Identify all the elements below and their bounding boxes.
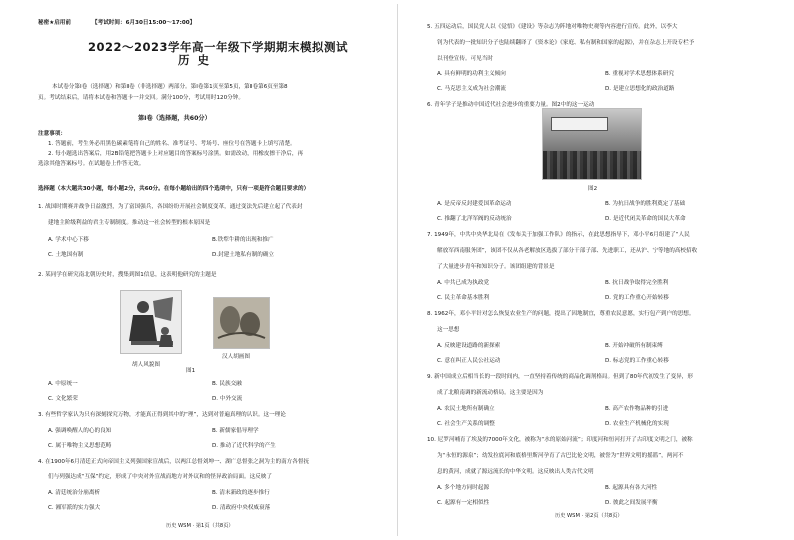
question-stem: 息的黄河，成就了源远流长的中华文明。这反映出人类古代文明 bbox=[437, 469, 594, 475]
figure1-right-caption: 汉人胡画图 bbox=[222, 354, 250, 360]
question-stem: 7. 1949年，中共中央华北局在《发布关于加强工作队》的指示，在此思想指导下，邓小平6月组建了“人民 bbox=[427, 232, 690, 238]
option: D. 清政府中央权威衰落 bbox=[212, 505, 271, 511]
option: A. 中原统一 bbox=[48, 381, 78, 387]
option: C. 起源有一定相似性 bbox=[437, 500, 490, 506]
exam-time: 【考试时间：6月30日15:00～17:00】 bbox=[92, 20, 196, 26]
option: B. 重视对学术思想体系研究 bbox=[605, 71, 674, 77]
question-stem: 2. 某同学在研究南北朝历史时，搜集到图1信息，这表明他研究的主题是 bbox=[38, 272, 217, 278]
question-stem: 9. 新中国成立后相当长的一段时间内，一直坚持着传统的商品化调剂格局。但到了80年代初发生了变异，形 bbox=[427, 374, 693, 380]
option: B. 抗日战争取得完全胜利 bbox=[605, 280, 669, 286]
question-stem: 10. 尼罗河哺育了埃及的7000年文化，被称为“水的原始河流”；印度河和恒河打开了古印度文明之门，被称 bbox=[427, 437, 693, 443]
option: C. 民主革命基本胜利 bbox=[437, 295, 490, 301]
option: C. 社会生产关系的调整 bbox=[437, 421, 495, 427]
exam-subject: 历史 bbox=[178, 53, 217, 67]
option: C. 意在纠正人民公社运动 bbox=[437, 358, 501, 364]
page-footer: 历史 WSM · 第1页（共8页） bbox=[166, 523, 234, 529]
figure1-label: 图1 bbox=[186, 368, 196, 374]
crowd-silhouette bbox=[543, 151, 641, 179]
option: A. 农民土地所有制确立 bbox=[437, 406, 495, 412]
option: A. 清廷统治分崩离析 bbox=[48, 490, 101, 496]
notice-item: 1. 答题前，考生务必用黑色碳素笔将自己的姓名、准考证号、考场号、座位号在答题卡上填写清楚。 bbox=[48, 141, 296, 147]
question-stem: 了大量进步青年和知识分子。该团组建的背景是 bbox=[437, 264, 555, 270]
question-stem: 6. 青年学子是推动中国近代社会进步的重要力量。图2中的这一运动 bbox=[427, 102, 595, 108]
notice-item: 2. 每小题选出答案后，用2B铅笔把答题卡上对应题目的答案标号涂黑。如需改动，用橡皮擦干净后，再 bbox=[48, 151, 304, 157]
option: C. 文化繁荣 bbox=[48, 396, 78, 402]
option: D. 农业生产机械化的实现 bbox=[605, 421, 669, 427]
question-stem: 成了北粮南调的新流动格局。这主要是因为 bbox=[437, 390, 544, 396]
question-stem: 解放军西南服务团”，该团不仅从各老解放区选拔了部分干部子部、先进职工，还从沪、宁等地的高校招收 bbox=[437, 248, 698, 254]
figure1-left-image bbox=[120, 290, 182, 354]
intro-line-1: 本试卷分第Ⅰ卷（选择题）和第Ⅱ卷（非选择题）两部分。第Ⅰ卷第1页至第5页，第Ⅱ卷第6页至第8 bbox=[52, 84, 288, 90]
question-stem: 们与列强达成“互保”约定，形成了中央对外宣战而地方对外议和的怪异政治局面。这反映了 bbox=[48, 474, 272, 480]
option: A. 强调唤醒人的心的良知 bbox=[48, 428, 112, 434]
option: B. 高产农作物品种的引进 bbox=[605, 406, 669, 412]
figure1-left-caption: 胡人风貌图 bbox=[132, 362, 160, 368]
page-2 bbox=[397, 0, 794, 540]
notice-item: 选涂其他答案标号。在试题卷上作答无效。 bbox=[38, 161, 145, 167]
question-stem: 1. 战国时期赛并战争日益激烈，为了富国强兵，各国纷纷开展社会制度变革，通过变法先后建立起了代表封 bbox=[38, 204, 303, 210]
choice-instructions: 选择题（本大题共30小题，每小题2分，共60分。在每小题给出的四个选项中，只有一项是符合题目要求的） bbox=[38, 186, 310, 192]
question-stem: 5. 五四运动后，国民党人以《觉悟》《建设》等杂志为阵地对唯物史观等内容进行宣传。此外，以李大 bbox=[427, 24, 678, 30]
option: D. 是建立思想化的政治道路 bbox=[605, 86, 675, 92]
figure1-right-image bbox=[213, 297, 270, 349]
question-stem: 钊为代表的一批知识分子也陆续翻译了《资本论》《家庭、私有制和国家的起源》，并在杂志上开设专栏予 bbox=[437, 40, 695, 46]
option: D. 彼此之间发展平衡 bbox=[605, 500, 658, 506]
question-stem: 3. 有些哲学家认为只有深刻探究万物，才能真正得到其中的“理”，达到对普遍真理的认识。这一理论 bbox=[38, 412, 286, 418]
question-stem: 8. 1962年，邓小平针对怎么恢复农业生产的问题，提出了因地制宜，尊重农民意愿，实行包产到户的思想。 bbox=[427, 311, 695, 317]
option: D.封建土地私有制的确立 bbox=[212, 252, 275, 258]
figure2-photo bbox=[542, 108, 642, 180]
figure2-label: 图2 bbox=[588, 186, 598, 192]
mural-illustration bbox=[214, 298, 269, 348]
option: D. 是近代闭关革命的国民大革命 bbox=[605, 216, 686, 222]
option: D. 推动了近代科学的产生 bbox=[212, 443, 276, 449]
option: B. 民族交融 bbox=[212, 381, 242, 387]
option: A. 中共已成为执政党 bbox=[437, 280, 490, 286]
option: C. 马克思主义成为社会潮流 bbox=[437, 86, 506, 92]
option: D. 中外交流 bbox=[212, 396, 243, 402]
option: D. 标志党的工作重心转移 bbox=[605, 358, 669, 364]
question-stem: 以刊登宣传。可见当时 bbox=[437, 56, 493, 62]
option: A. 学术中心下移 bbox=[48, 237, 89, 243]
option: C. 湘军派的实力强大 bbox=[48, 505, 101, 511]
option: B. 新儒家倡导理学 bbox=[212, 428, 259, 434]
option: B. 开始冲破所有制束缚 bbox=[605, 343, 663, 349]
protest-banner bbox=[551, 117, 608, 131]
page-footer: 历史 WSM · 第2页（共8页） bbox=[555, 513, 623, 519]
notice-heading: 注意事项： bbox=[38, 131, 66, 137]
seated-figures-illustration bbox=[121, 291, 181, 353]
question-stem: 建地主阶级利益的君主专制制度。推动这一社会转型的根本原因是 bbox=[48, 220, 211, 226]
option: B. 清末新政的逐步推行 bbox=[212, 490, 270, 496]
secret-label: 秘密★启用前 bbox=[38, 20, 71, 26]
option: C. 推翻了北洋军阀的反动统治 bbox=[437, 216, 512, 222]
option: A. 反映建设道路的新探索 bbox=[437, 343, 501, 349]
intro-line-2: 页。考试结束后，请将本试卷和答题卡一并交回。满分100分，考试用时120分钟。 bbox=[38, 95, 244, 101]
option: C. 土地国有制 bbox=[48, 252, 84, 258]
question-stem: 为“永恒的源泉”；幼发拉底河和底格里斯河孕育了古巴比伦文明，被誉为“世界文明的摇篮”，两河不 bbox=[437, 453, 684, 459]
option: B.铁犁牛耕的出现和推广 bbox=[212, 237, 274, 243]
option: C. 属于唯物主义思想范畴 bbox=[48, 443, 112, 449]
option: D. 党的工作重心开始转移 bbox=[605, 295, 669, 301]
option: B. 为抗日战争的胜利奠定了基础 bbox=[605, 201, 686, 207]
question-stem: 4. 在1900年6月清廷正式向帝国主义列强国家宣战后，以两江总督刘坤一、湖广总督张之洞为主的南方各督抚 bbox=[38, 459, 310, 465]
option: A. 是反帝反封建爱国革命运动 bbox=[437, 201, 512, 207]
exam-title: 2022～2023学年高一年级下学期期末模拟测试 bbox=[88, 40, 349, 54]
question-stem: 这一思想 bbox=[437, 327, 460, 333]
option: B. 起源具有各大河性 bbox=[605, 485, 658, 491]
section-heading: 第Ⅰ卷（选择题，共60分） bbox=[138, 115, 211, 122]
option: A. 多个地方同时起源 bbox=[437, 485, 490, 491]
option: A. 具有鲜明的功利主义倾向 bbox=[437, 71, 506, 77]
